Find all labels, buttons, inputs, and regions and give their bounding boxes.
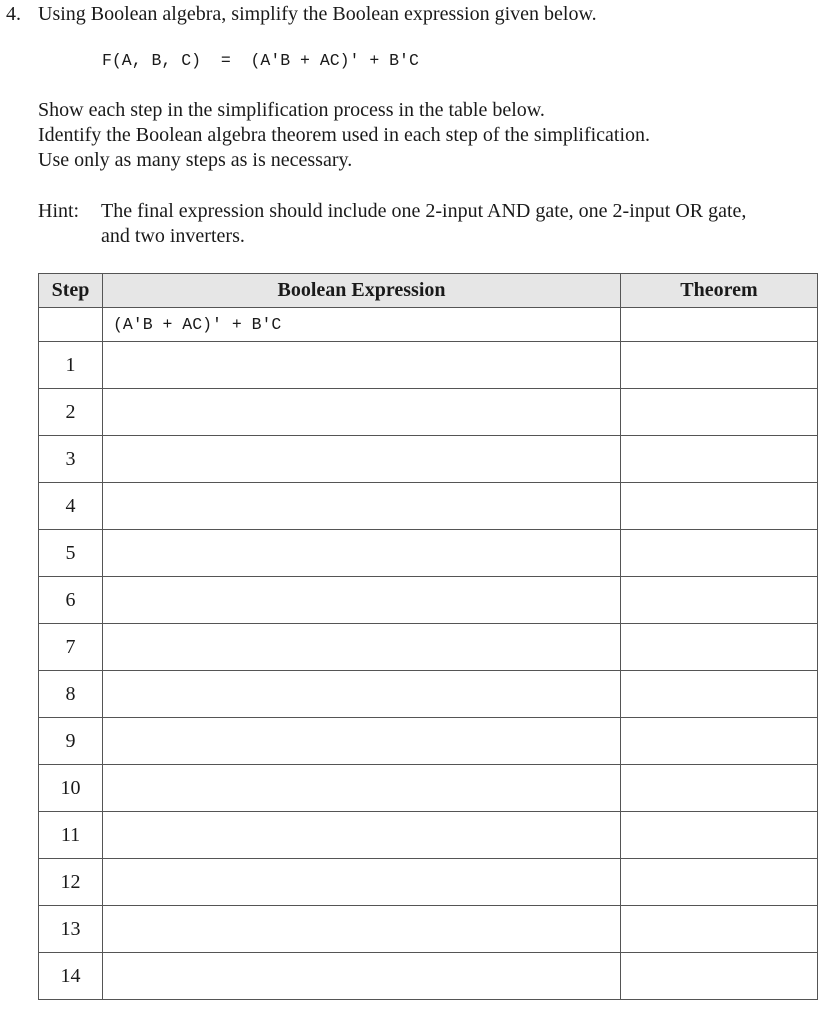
theorem-cell[interactable]: [621, 624, 818, 671]
expression-cell[interactable]: [103, 483, 621, 530]
theorem-cell[interactable]: [621, 530, 818, 577]
table-row: [39, 342, 818, 389]
table-header-row: [39, 274, 818, 308]
theorem-cell[interactable]: [621, 718, 818, 765]
expression-cell[interactable]: [103, 859, 621, 906]
step-number-cell: 8: [39, 671, 103, 718]
question-prompt: [6, 0, 597, 28]
question-number: 4.: [6, 3, 21, 25]
step-number-cell: 12: [39, 859, 103, 906]
step-number-cell: 1: [39, 342, 103, 389]
theorem-cell[interactable]: [621, 577, 818, 624]
theorem-cell[interactable]: [621, 953, 818, 1000]
theorem-cell[interactable]: [621, 436, 818, 483]
step-number-cell: 2: [39, 389, 103, 436]
step-number-cell: 9: [39, 718, 103, 765]
table-row: [39, 953, 818, 1000]
instruction-line: Identify the Boolean algebra theorem used in each step of the simplification.: [38, 124, 651, 146]
header-step: Step: [39, 274, 103, 308]
table-row: [39, 577, 818, 624]
expression-cell[interactable]: [103, 671, 621, 718]
question-text: Using Boolean algebra, simplify the Boolean expression given below.: [38, 3, 597, 25]
expression-cell[interactable]: [103, 765, 621, 812]
table-row: [39, 483, 818, 530]
expression-cell[interactable]: [103, 718, 621, 765]
instruction-line: Use only as many steps as is necessary.: [38, 149, 353, 171]
expression-cell[interactable]: [103, 530, 621, 577]
table-row: [39, 906, 818, 953]
theorem-cell[interactable]: [621, 342, 818, 389]
theorem-cell[interactable]: [621, 812, 818, 859]
theorem-cell[interactable]: [621, 389, 818, 436]
table-row: [39, 859, 818, 906]
step-number-cell: 4: [39, 483, 103, 530]
instruction-line: Show each step in the simplification process in the table below.: [38, 99, 545, 121]
table-row: [39, 671, 818, 718]
given-expression-cell: (A'B + AC)' + B'C: [103, 308, 621, 342]
given-step-cell: [39, 308, 103, 342]
table-row: [39, 436, 818, 483]
table-row: [39, 530, 818, 577]
hint-line: The final expression should include one 2-input AND gate, one 2-input OR gate,: [101, 200, 747, 222]
theorem-cell[interactable]: [621, 765, 818, 812]
boolean-expression: F(A, B, C) = (A'B + AC)' + B'C: [102, 51, 419, 70]
expression-cell[interactable]: [103, 389, 621, 436]
step-number-cell: 6: [39, 577, 103, 624]
expression-cell[interactable]: [103, 812, 621, 859]
table-row: [39, 389, 818, 436]
step-number-cell: 13: [39, 906, 103, 953]
table-row: [39, 624, 818, 671]
theorem-cell[interactable]: [621, 671, 818, 718]
header-boolean-expression: Boolean Expression: [103, 274, 621, 308]
given-theorem-cell[interactable]: [621, 308, 818, 342]
step-number-cell: 10: [39, 765, 103, 812]
instructions: [38, 98, 650, 173]
expression-cell[interactable]: [103, 577, 621, 624]
hint-label: Hint:: [38, 200, 80, 222]
expression-cell[interactable]: [103, 342, 621, 389]
simplification-table: [38, 273, 818, 1000]
table-row: [39, 765, 818, 812]
step-number-cell: 3: [39, 436, 103, 483]
expression-cell[interactable]: [103, 624, 621, 671]
step-number-cell: 7: [39, 624, 103, 671]
step-number-cell: 11: [39, 812, 103, 859]
expression-cell[interactable]: [103, 906, 621, 953]
theorem-cell[interactable]: [621, 906, 818, 953]
expression-cell[interactable]: [103, 436, 621, 483]
expression-cell[interactable]: [103, 953, 621, 1000]
theorem-cell[interactable]: [621, 859, 818, 906]
given-row: [39, 308, 818, 342]
table-row: [39, 812, 818, 859]
step-number-cell: 5: [39, 530, 103, 577]
table-row: [39, 718, 818, 765]
step-number-cell: 14: [39, 953, 103, 1000]
hint-line: and two inverters.: [101, 225, 245, 247]
header-theorem: Theorem: [621, 274, 818, 308]
theorem-cell[interactable]: [621, 483, 818, 530]
hint-text: [101, 199, 821, 249]
